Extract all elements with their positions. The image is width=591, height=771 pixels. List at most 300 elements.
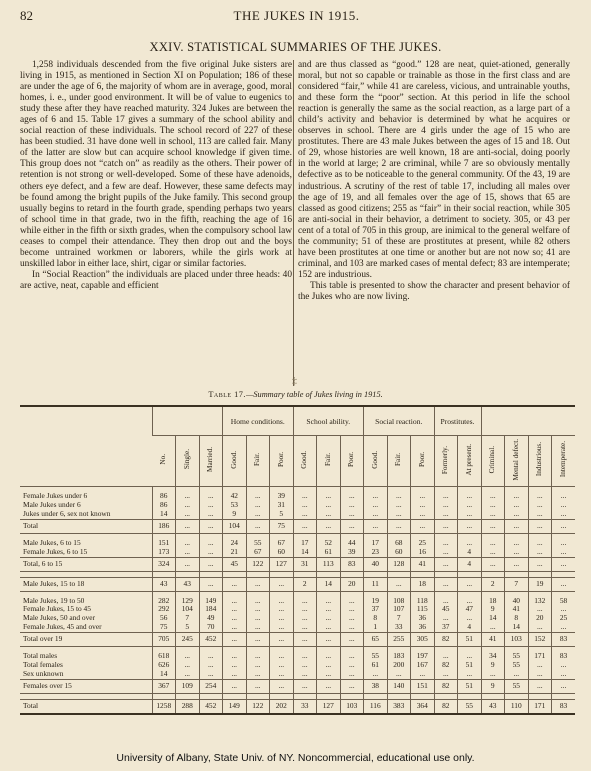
table-cell: 4 [458,623,482,632]
table-cell: ... [293,614,317,623]
table-cell: ... [317,661,341,670]
table-cell: ... [458,652,482,661]
table-cell: ... [387,577,411,591]
table-cell: ... [340,633,364,647]
table-cell: 34 [481,652,505,661]
group-header: Social reaction. [364,406,435,436]
table-cell: ... [176,652,200,661]
table-cell: 49 [199,614,223,623]
table-cell: 151 [411,679,435,693]
table-cell: ... [223,633,247,647]
table-cell: 186 [152,519,176,533]
table-cell: 103 [505,633,529,647]
table-cell: ... [199,661,223,670]
table-cell: 31 [293,557,317,571]
table-cell: 51 [458,633,482,647]
table-cell: ... [434,548,458,557]
table-cell: ... [528,605,552,614]
column-header-label: Mental defect. [511,438,520,481]
column-header [317,436,341,487]
table-cell: ... [458,597,482,606]
table-cell: ... [340,652,364,661]
column-header [387,436,411,487]
table-cell: ... [364,501,388,510]
table-cell: ... [293,597,317,606]
table-cell: 9 [481,679,505,693]
group-header: Home conditions. [223,406,294,436]
table-cell: 115 [411,605,435,614]
table-cell: ... [246,661,270,670]
table-cell: 171 [528,652,552,661]
table-cell: 705 [152,633,176,647]
table-cell: ... [223,597,247,606]
table-row [20,501,575,510]
table-cell: 45 [434,605,458,614]
table-cell: ... [434,510,458,519]
table-cell: 184 [199,605,223,614]
table-cell: ... [505,670,529,679]
table-cell: 149 [199,597,223,606]
table-cell: ... [223,661,247,670]
table-cell: 33 [293,699,317,714]
table-cell: ... [434,597,458,606]
table-cell: 8 [364,614,388,623]
table-cell: ... [246,492,270,501]
table-cell: ... [552,557,576,571]
table-cell: ... [270,633,294,647]
table-cell: 14 [481,614,505,623]
table-cell: 41 [411,557,435,571]
table-cell: ... [246,670,270,679]
column-header-label: Good. [229,450,238,469]
table-cell: ... [199,519,223,533]
table-cell: 383 [387,699,411,714]
table-cell: ... [293,492,317,501]
table-cell: 109 [176,679,200,693]
table-cell: 128 [387,557,411,571]
table-cell: 197 [411,652,435,661]
table-cell: 4 [458,548,482,557]
table-cell: 39 [270,492,294,501]
row-label: Female Jukes under 6 [23,492,88,500]
table-cell: ... [246,652,270,661]
table-cell: ... [176,557,200,571]
page-header [20,8,573,26]
table-cell: ... [434,501,458,510]
column-header-label: Formerly. [441,445,450,474]
table-cell: ... [340,510,364,519]
table-cell: ... [199,652,223,661]
table-cell: ... [387,501,411,510]
table-cell: 282 [152,597,176,606]
row-label: Male Jukes, 6 to 15 [23,538,81,547]
section-title: XXIV. STATISTICAL SUMMARIES OF THE JUKES. [149,40,442,54]
column-header [199,436,223,487]
table-cell: 45 [223,557,247,571]
table-cell: 31 [270,501,294,510]
table-cell: ... [387,492,411,501]
table-cell: 288 [176,699,200,714]
table-cell: 75 [152,623,176,632]
table-cell: ... [293,661,317,670]
table-cell: 1 [364,623,388,632]
table-cell: ... [505,548,529,557]
column-header-label: Good. [370,450,379,469]
table-cell: ... [481,519,505,533]
column-header-label: Criminal. [488,445,497,474]
table-cell: ... [340,605,364,614]
paragraph: In “Social Reaction” the individuals are placed under three heads: 40 are active, neat, capable and efficient [20,269,292,291]
column-header-label: Poor. [276,452,285,468]
table-cell: 127 [317,699,341,714]
table-cell: 55 [364,652,388,661]
table-cell: 75 [270,519,294,533]
table-cell: 122 [246,557,270,571]
table-cell: ... [387,519,411,533]
table-row [20,510,575,519]
table-cell: 20 [340,577,364,591]
table-cell: ... [481,492,505,501]
table-cell: ... [199,670,223,679]
table-cell: ... [317,519,341,533]
table-cell: 104 [176,605,200,614]
table-row [20,652,575,661]
table-cell: 51 [458,661,482,670]
table-cell: 202 [270,699,294,714]
table-cell: ... [270,614,294,623]
table-cell: 56 [152,614,176,623]
table-cell: 9 [481,661,505,670]
table-cell: 41 [505,605,529,614]
table-cell: ... [481,510,505,519]
footer-credit: University of Albany, State Univ. of NY. Noncommercial, educational use only. [116,752,475,764]
table-cell: ... [528,557,552,571]
row-label: Sex unknown [23,669,64,678]
table-cell: 20 [528,614,552,623]
table-cell: ... [270,605,294,614]
table-cell: ... [340,679,364,693]
table-total-row [20,679,575,693]
left-text-column [20,60,292,292]
table-row [20,548,575,557]
right-text-column [298,60,570,303]
table-cell: ... [340,670,364,679]
table-cell: ... [223,623,247,632]
table-cell: ... [293,501,317,510]
table-cell: 324 [152,557,176,571]
table-cell: 41 [481,633,505,647]
table-cell: 127 [270,557,294,571]
column-header [458,436,482,487]
ornament-mark: ‡ [292,376,297,387]
row-label: Male Jukes, 19 to 50 [23,596,85,605]
table-cell: ... [317,670,341,679]
table-cell: ... [505,557,529,571]
table-cell: ... [176,510,200,519]
table-cell: 40 [364,557,388,571]
table-cell: 68 [387,539,411,548]
table-cell: 19 [364,597,388,606]
table-total-row [20,633,575,647]
column-header-label: Fair. [323,453,332,467]
table-cell: 452 [199,699,223,714]
table-cell: 151 [152,539,176,548]
table-cell: 61 [364,661,388,670]
table-cell: ... [411,510,435,519]
table-cell: ... [317,633,341,647]
table-cell: 83 [340,557,364,571]
table-cell: ... [340,492,364,501]
table-cell: 5 [270,510,294,519]
table-cell: 38 [364,679,388,693]
table-cell: ... [340,623,364,632]
table-cell: ... [199,539,223,548]
table-cell: ... [176,548,200,557]
table-cell: 9 [481,605,505,614]
table-cell: 116 [364,699,388,714]
table-cell: 36 [411,614,435,623]
column-header [176,436,200,487]
table-cell: ... [270,661,294,670]
table-cell: 254 [199,679,223,693]
table-cell: 42 [223,492,247,501]
running-head: THE JUKES IN 1915. [233,8,360,23]
table-cell: ... [552,492,576,501]
table-cell: 18 [481,597,505,606]
table-cell: 39 [340,548,364,557]
table-label: Table 17. [208,390,247,399]
table-cell: ... [340,614,364,623]
table-cell: 17 [364,539,388,548]
column-header-label: Poor. [417,452,426,468]
table-cell: ... [387,510,411,519]
column-header [270,436,294,487]
table-cell: ... [223,670,247,679]
table-cell: ... [528,510,552,519]
table-cell: 4 [458,557,482,571]
table-cell: ... [434,492,458,501]
table-cell: 43 [176,577,200,591]
table-cell: ... [293,623,317,632]
table-cell: ... [340,661,364,670]
table-cell: 7 [505,577,529,591]
column-header-label: Married. [206,447,215,473]
table-cell: ... [293,679,317,693]
table-cell: 245 [176,633,200,647]
table-cell: ... [246,501,270,510]
column-header [528,436,552,487]
column-header [293,436,317,487]
table-cell: ... [176,539,200,548]
column-header [364,436,388,487]
table-cell: ... [411,519,435,533]
table-cell: ... [387,670,411,679]
table-cell: 55 [505,679,529,693]
table-cell: 5 [176,623,200,632]
column-header-label: Industrious. [535,442,544,477]
table-cell: 40 [505,597,529,606]
column-header [552,436,576,487]
table-cell: ... [317,492,341,501]
table-cell: 2 [293,577,317,591]
table-cell: 83 [552,699,576,714]
table-cell: ... [176,661,200,670]
table-cell: 25 [411,539,435,548]
column-header [481,436,505,487]
table-cell: 364 [411,699,435,714]
table-cell: 58 [552,597,576,606]
table-cell: 51 [458,679,482,693]
table-row [20,661,575,670]
table-cell: ... [176,519,200,533]
table-cell: 7 [387,614,411,623]
table-cell: ... [199,577,223,591]
table-cell: 60 [387,548,411,557]
table-cell: ... [458,614,482,623]
table-cell: 67 [270,539,294,548]
table-cell: 23 [364,548,388,557]
table-cell: 11 [364,577,388,591]
table-row [20,597,575,606]
table-cell: ... [434,539,458,548]
column-header-label: Fair. [253,453,262,467]
table-cell: ... [199,510,223,519]
column-header-label: No. [159,454,168,465]
table-cell: ... [528,519,552,533]
table-row [20,670,575,679]
table-cell: ... [552,670,576,679]
table-cell: ... [223,679,247,693]
table-cell: 9 [223,510,247,519]
table-cell: ... [199,501,223,510]
table-cell: ... [434,652,458,661]
column-header [340,436,364,487]
table-cell: 183 [387,652,411,661]
table-cell: ... [458,510,482,519]
row-label: Total [20,699,152,714]
table-cell: 14 [293,548,317,557]
table-caption [0,390,591,399]
table-cell: 255 [387,633,411,647]
table-cell: ... [293,519,317,533]
column-header-label: Fair. [394,453,403,467]
table-cell: ... [293,670,317,679]
table-cell: ... [270,597,294,606]
table-cell: 140 [387,679,411,693]
table-cell: ... [528,679,552,693]
table-cell: ... [340,597,364,606]
table-cell: ... [552,605,576,614]
row-label: Jukes under 6, sex not known [23,509,111,518]
table-cell: ... [176,670,200,679]
table-cell: ... [552,548,576,557]
row-label: Total males [23,652,58,661]
column-header [505,436,529,487]
table-cell: 25 [552,614,576,623]
table-cell: 14 [152,670,176,679]
table-cell: ... [552,510,576,519]
table-cell: 1258 [152,699,176,714]
table-cell: ... [223,605,247,614]
column-header-label: Intemperate. [559,441,568,478]
table-cell: 37 [434,623,458,632]
table-cell: 19 [528,577,552,591]
table-cell: 110 [505,699,529,714]
row-label: Females over 15 [20,679,152,693]
table-cell: ... [317,679,341,693]
table-cell: 16 [411,548,435,557]
table-cell: 14 [317,577,341,591]
table-cell: ... [317,623,341,632]
table-cell: 132 [528,597,552,606]
table-cell: ... [317,510,341,519]
column-header-label: Single. [182,449,191,470]
table-cell: ... [434,557,458,571]
column-header-label: Good. [300,450,309,469]
table-cell: ... [411,670,435,679]
table-cell: 113 [317,557,341,571]
table-cell: ... [505,519,529,533]
table-cell: ... [434,577,458,591]
table-title: —Summary table of Jukes living in 1915. [246,390,383,399]
table-cell: ... [552,623,576,632]
table-cell: 55 [505,652,529,661]
table-cell: ... [552,501,576,510]
table-cell: 2 [481,577,505,591]
table-cell: ... [481,670,505,679]
table-cell: ... [317,501,341,510]
table-cell: ... [223,614,247,623]
table-cell: 70 [199,623,223,632]
table-cell: ... [317,597,341,606]
table-cell: ... [246,605,270,614]
table-cell: 82 [434,699,458,714]
page-number: 82 [20,8,33,23]
column-header [223,436,247,487]
table-cell: ... [552,577,576,591]
table-cell: ... [246,623,270,632]
table-cell: ... [481,557,505,571]
table-cell: 60 [270,548,294,557]
table-cell: ... [481,501,505,510]
table-cell: ... [411,492,435,501]
table-cell: ... [458,492,482,501]
group-header: School ability. [293,406,364,436]
table-cell: ... [223,652,247,661]
table-cell: ... [176,492,200,501]
table-row [20,539,575,548]
column-divider [293,60,294,386]
table-row [20,492,575,501]
table-cell: 171 [528,699,552,714]
table-cell: 200 [387,661,411,670]
table-cell: ... [317,652,341,661]
table-cell: ... [293,605,317,614]
table-cell: ... [317,614,341,623]
row-label-header [20,406,152,487]
row-label: Total, 6 to 15 [20,557,152,571]
table-cell: ... [246,633,270,647]
column-header-label: At present. [464,443,473,476]
table-cell: ... [293,633,317,647]
table-cell: ... [340,501,364,510]
table-cell: 14 [152,510,176,519]
table-cell: ... [199,557,223,571]
table-cell: ... [270,623,294,632]
table-cell: 65 [364,633,388,647]
table-cell: ... [458,501,482,510]
table-cell: ... [458,577,482,591]
